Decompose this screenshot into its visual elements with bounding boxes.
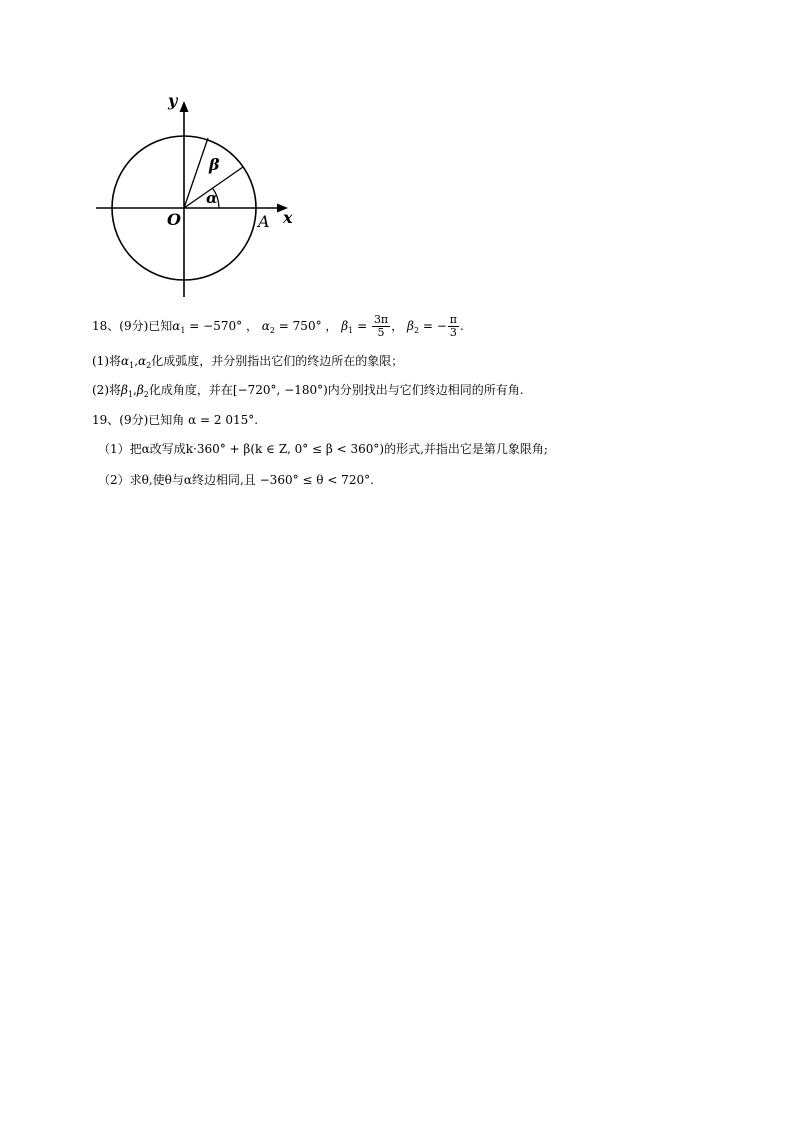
- part2-beta1-letter: β: [121, 383, 128, 397]
- alpha1-letter: α: [172, 319, 181, 333]
- q18-part1-text: 化成弧度，并分别指出它们的终边所在的象限；: [151, 354, 404, 368]
- beta2-denominator: 3: [449, 326, 457, 339]
- part1-alpha1-letter: α: [121, 354, 130, 368]
- q18-part2-text: 化成角度，并在[−720°, −180°)内分别找出与它们终边相同的所有角.: [148, 383, 524, 397]
- beta2-eq: = −: [419, 319, 447, 333]
- alpha1-value: = −570° ，: [185, 319, 258, 333]
- alpha2-sub: 2: [269, 326, 275, 335]
- q18-part1: [92, 353, 403, 374]
- beta-ray: [184, 138, 208, 208]
- unit-circle-figure: [92, 92, 302, 302]
- alpha2-symbol: [262, 319, 275, 333]
- part1-alpha2: [138, 354, 151, 368]
- beta2-sub: 2: [413, 326, 420, 335]
- q18-part2: [92, 382, 524, 403]
- alpha1-sub: 1: [180, 326, 186, 335]
- part1-alpha1-sub: 1: [129, 361, 135, 370]
- part1-alpha2-letter: α: [138, 354, 147, 368]
- unit-circle-diagram: [92, 92, 302, 302]
- part1-separator: ,: [134, 354, 139, 368]
- beta1-sub: 1: [348, 326, 354, 335]
- q19-header: 19、(9分)已知角 α = 2 015°.: [92, 413, 259, 427]
- part2-beta2-letter: β: [136, 383, 144, 397]
- origin-label: O: [167, 210, 181, 229]
- alpha2-value: = 750° ，: [274, 319, 338, 333]
- alpha1-symbol: [172, 319, 185, 333]
- q18-header: [92, 314, 464, 339]
- part1-alpha2-sub: 2: [146, 361, 152, 370]
- q18-prefix: 18、(9分)已知: [92, 319, 173, 333]
- beta1-letter: β: [341, 319, 349, 333]
- beta1-tail: ，: [391, 319, 404, 333]
- beta1-fraction: [372, 314, 390, 339]
- point-a-label: A: [258, 212, 270, 231]
- x-axis-label: x: [283, 208, 293, 227]
- part2-beta2-sub: 2: [143, 390, 149, 399]
- beta2-tail: .: [460, 319, 464, 333]
- part2-beta2: [137, 383, 149, 397]
- q18-part2-prefix: (2)将: [92, 383, 121, 397]
- q18-part1-prefix: (1)将: [92, 354, 121, 368]
- beta1-denominator: 5: [377, 326, 385, 339]
- beta-label: β: [209, 155, 220, 174]
- beta2-symbol: [407, 319, 419, 333]
- part2-beta1-sub: 1: [127, 390, 134, 399]
- part2-separator: ,: [133, 383, 137, 397]
- beta1-symbol: [341, 319, 353, 333]
- alpha-label: α: [206, 189, 218, 207]
- part1-alpha1: [121, 354, 134, 368]
- y-axis-arrow: [180, 101, 189, 112]
- beta2-fraction: [448, 314, 459, 339]
- beta1-eq: =: [353, 319, 371, 333]
- part2-beta1: [121, 383, 133, 397]
- q19-part1: （1）把α改写成k·360° + β(k ∈ Z, 0° ≤ β < 360°)的形式,并指出它是第几象限角;: [98, 442, 548, 456]
- beta2-letter: β: [407, 319, 414, 333]
- alpha2-letter: α: [261, 319, 270, 333]
- beta2-numerator: π: [449, 313, 458, 326]
- q19-part2: （2）求θ,使θ与α终边相同,且 −360° ≤ θ < 720°.: [98, 473, 374, 487]
- y-axis-label: y: [168, 92, 178, 110]
- beta1-numerator: 3π: [373, 313, 389, 326]
